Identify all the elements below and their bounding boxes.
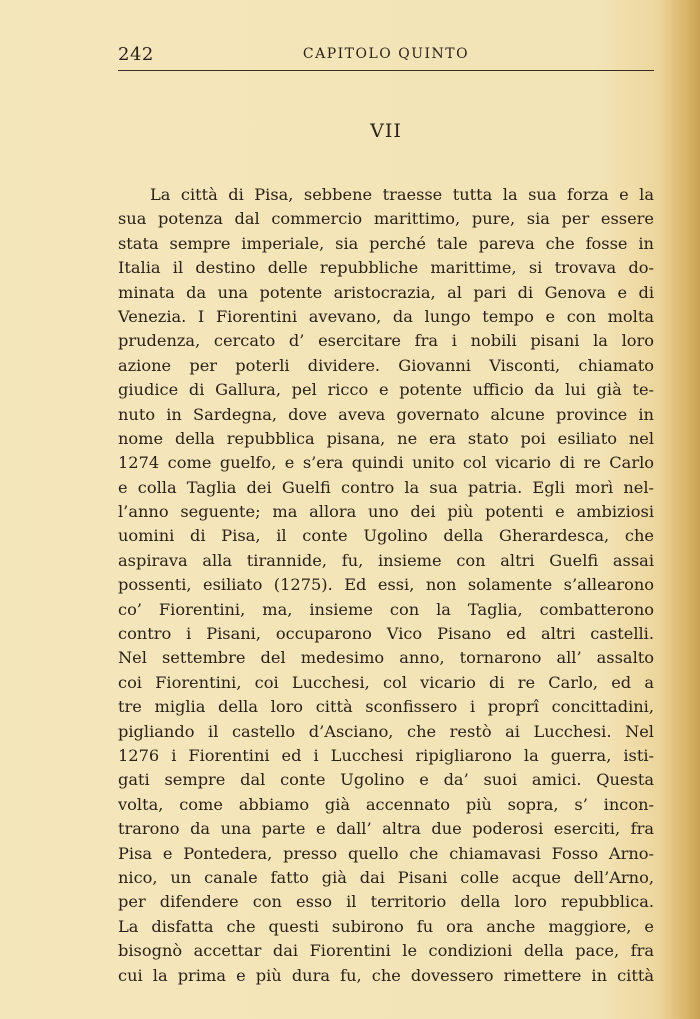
header-rule xyxy=(118,70,654,71)
text-line: Italia il destino delle repubbliche marittime, si trovava do- xyxy=(118,258,654,278)
text-line: 1276 i Fiorentini ed i Lucchesi ripigliarono la guerra, isti- xyxy=(118,745,654,765)
text-line: trarono da una parte e dall’ altra due poderosi eserciti, fra xyxy=(118,819,654,839)
text-line: aspirava alla tirannide, fu, insieme con altri Guelfi assai xyxy=(118,550,654,570)
text-line: sua potenza dal commercio marittimo, pure, sia per essere xyxy=(118,209,654,229)
page-number: 242 xyxy=(118,44,154,65)
text-line: stata sempre imperiale, sia perché tale pareva che fosse in xyxy=(118,233,654,253)
text-line: prudenza, cercato d’ esercitare fra i nobili pisani la loro xyxy=(118,331,654,351)
text-line: co’ Fiorentini, ma, insieme con la Taglia, combatterono xyxy=(118,599,654,619)
text-line: bisognò accettar dai Fiorentini le condizioni della pace, fra xyxy=(118,941,654,961)
text-line: coi Fiorentini, coi Lucchesi, col vicario di re Carlo, ed a xyxy=(118,672,654,692)
text-line: pigliando il castello d’Asciano, che restò ai Lucchesi. Nel xyxy=(118,721,654,741)
body-text xyxy=(118,183,654,988)
text-line: possenti, esiliato (1275). Ed essi, non solamente s’allearono xyxy=(118,575,654,595)
section-heading: VII xyxy=(370,120,402,142)
text-line: La città di Pisa, sebbene traesse tutta la sua forza e la xyxy=(150,185,654,204)
text-line: nico, un canale fatto già dai Pisani colle acque dell’Arno, xyxy=(118,867,654,887)
running-title: CAPITOLO QUINTO xyxy=(302,46,470,62)
text-line: nome della repubblica pisana, ne era stato poi esiliato nel xyxy=(118,428,654,448)
text-line: giudice di Gallura, pel ricco e potente ufficio da lui già te- xyxy=(118,380,654,400)
text-line: nuto in Sardegna, dove aveva governato alcune province in xyxy=(118,404,654,424)
text-line: volta, come abbiamo già accennato più sopra, s’ incon- xyxy=(118,794,654,814)
text-line: e colla Taglia dei Guelfi contro la sua patria. Egli morì nel- xyxy=(118,477,654,497)
text-line: tre miglia della loro città sconfissero i proprî concittadini, xyxy=(118,697,654,717)
text-line: Nel settembre del medesimo anno, tornarono all’ assalto xyxy=(118,648,654,668)
text-line: Venezia. I Fiorentini avevano, da lungo tempo e con molta xyxy=(118,306,654,326)
text-line: minata da una potente aristocrazia, al pari di Genova e di xyxy=(118,282,654,302)
text-line: 1274 come guelfo, e s’era quindi unito col vicario di re Carlo xyxy=(118,453,654,473)
text-line: Pisa e Pontedera, presso quello che chiamavasi Fosso Arno- xyxy=(118,843,654,863)
text-line: per difendere con esso il territorio della loro repubblica. xyxy=(118,892,654,912)
text-line: La disfatta che questi subirono fu ora anche maggiore, e xyxy=(118,916,654,936)
text-line: contro i Pisani, occuparono Vico Pisano ed altri castelli. xyxy=(118,624,654,644)
text-line: azione per poterli dividere. Giovanni Visconti, chiamato xyxy=(118,355,654,375)
page-header xyxy=(118,44,654,68)
text-line: uomini di Pisa, il conte Ugolino della Gherardesca, che xyxy=(118,526,654,546)
text-line: cui la prima e più dura fu, che dovessero rimettere in città xyxy=(118,965,654,985)
text-line: gati sempre dal conte Ugolino e da’ suoi amici. Questa xyxy=(118,770,654,790)
text-line: l’anno seguente; ma allora uno dei più potenti e ambiziosi xyxy=(118,502,654,522)
